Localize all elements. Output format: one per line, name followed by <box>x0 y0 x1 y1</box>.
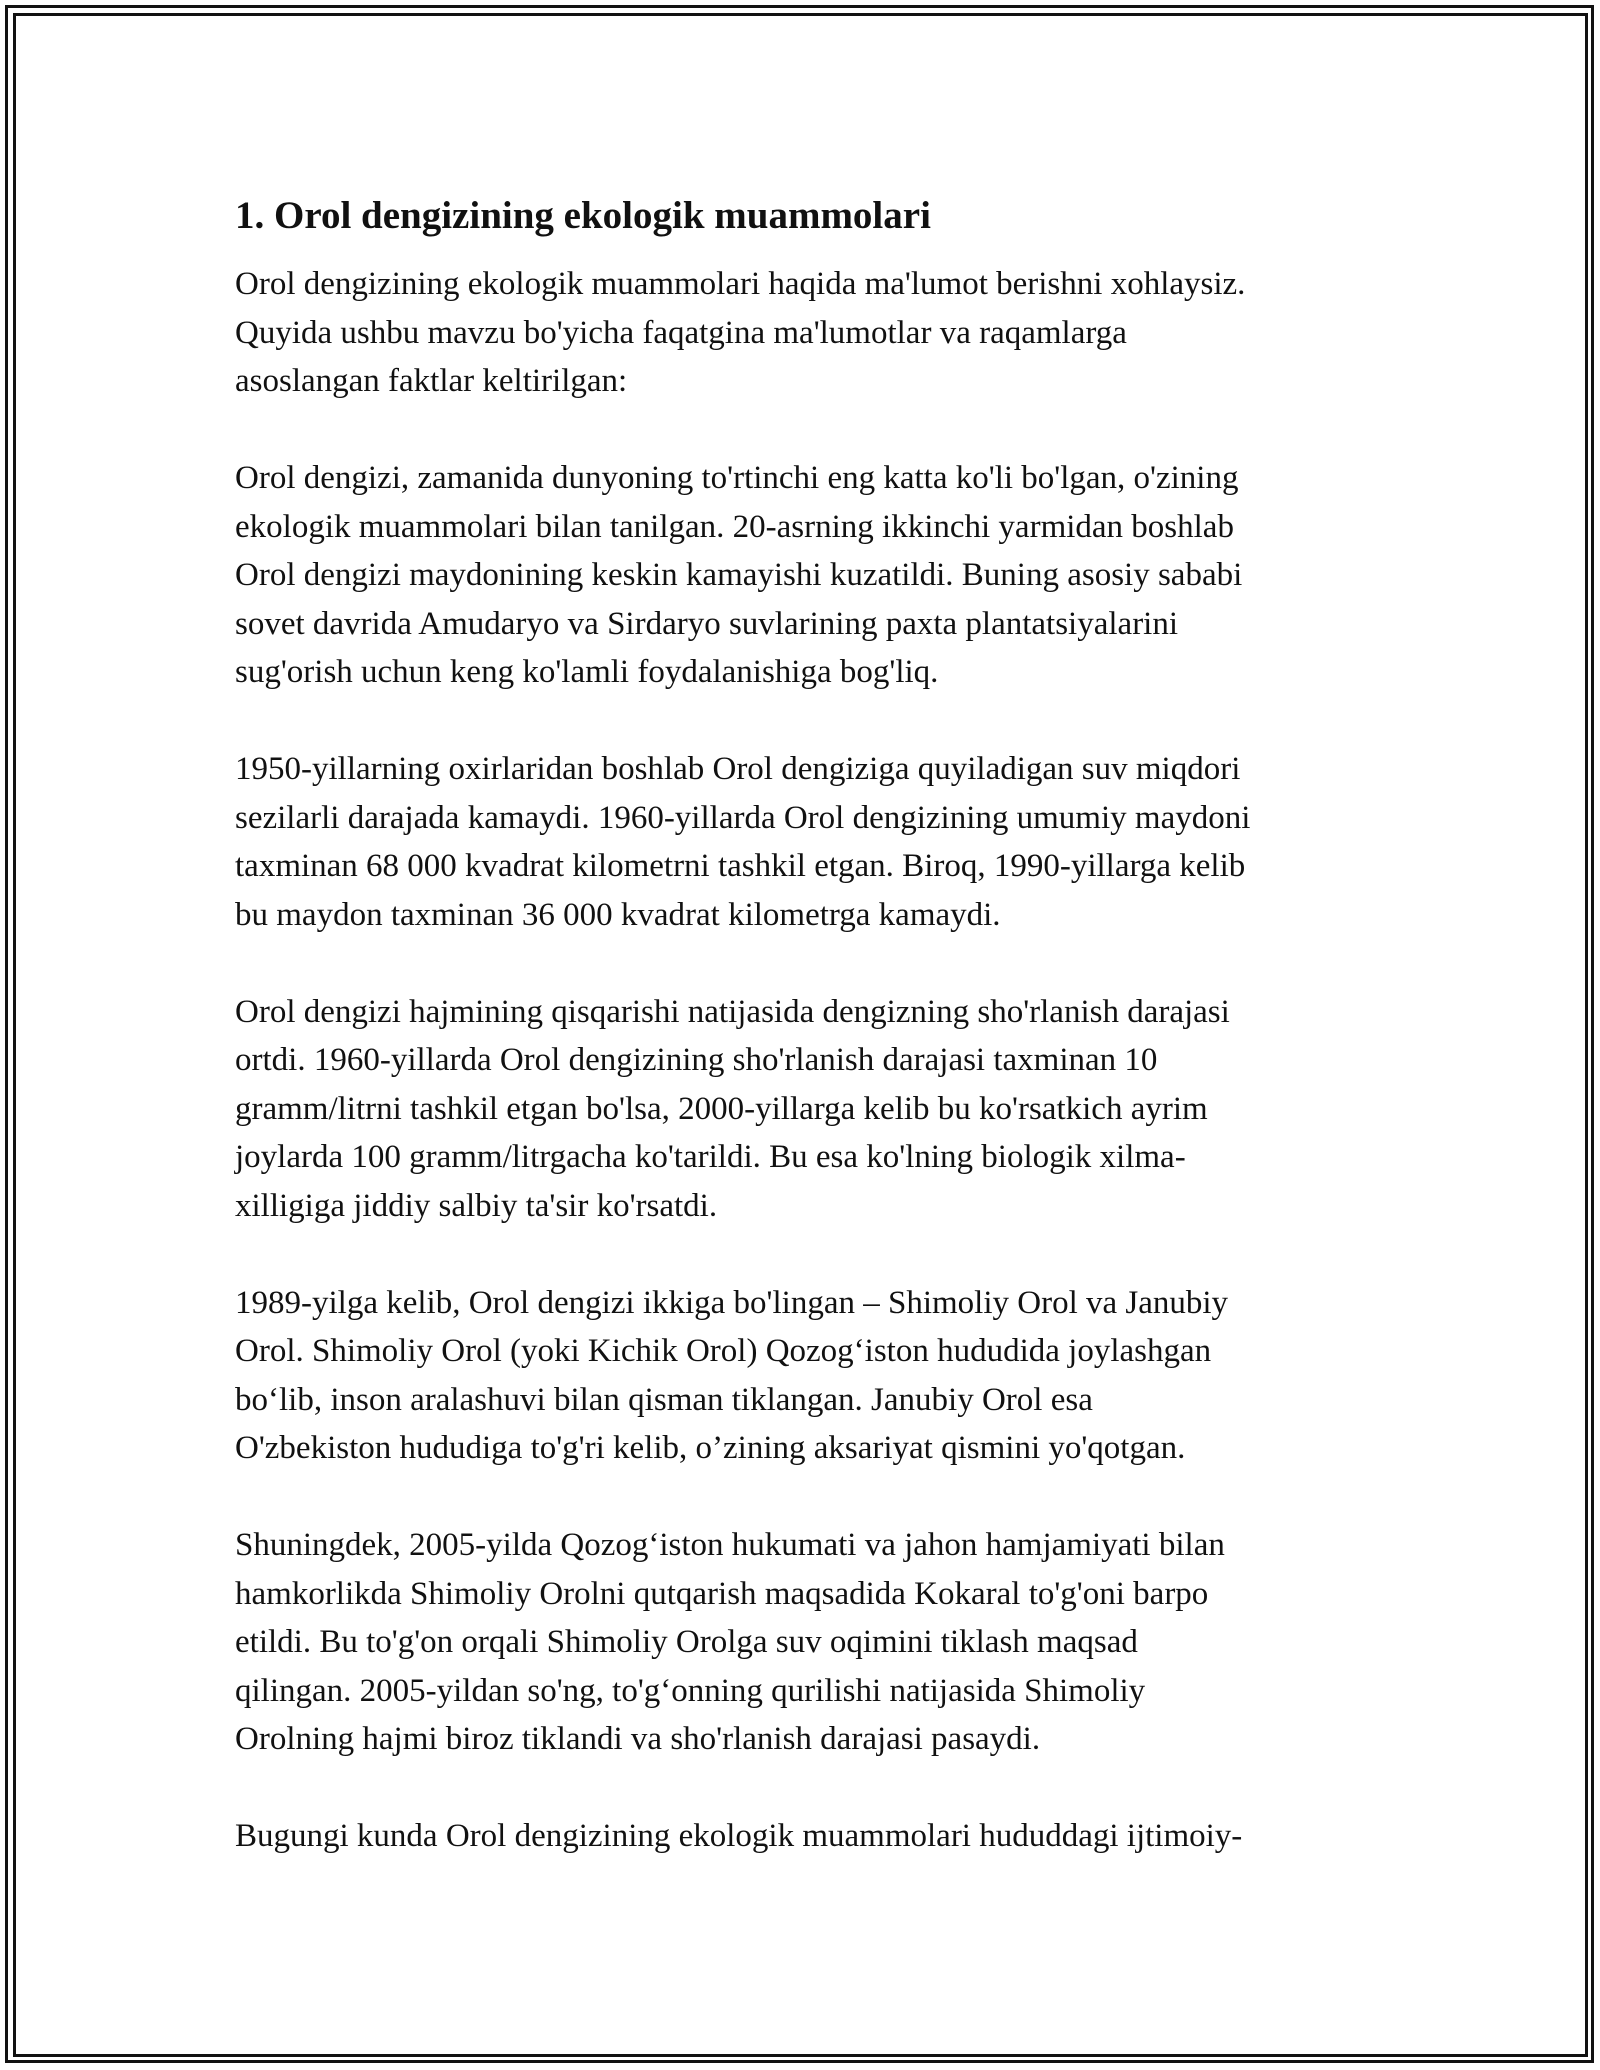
text-line: taxminan 68 000 kvadrat kilometrni tashkil etgan. Biroq, 1990-yillarga kelib <box>235 848 1246 884</box>
paragraph-today <box>235 1812 1375 1861</box>
text-line: Orol dengizi hajmining qisqarishi natijasida dengizning sho'rlanish darajasi <box>235 993 1230 1030</box>
paragraph-intro <box>235 260 1375 406</box>
paragraph-kokaral-dam <box>235 1521 1375 1764</box>
paragraph-area-decline <box>235 745 1375 939</box>
text-line: etildi. Bu to'g'on orqali Shimoliy Orolga suv oqimini tiklash maqsad <box>235 1624 1138 1660</box>
document-body <box>235 188 1375 1909</box>
text-line: sug'orish uchun keng ko'lamli foydalanishiga bog'liq. <box>235 654 939 690</box>
paragraph-split <box>235 1279 1375 1473</box>
text-line: Quyida ushbu mavzu bo'yicha faqatgina ma'lumotlar va raqamlarga <box>235 314 1127 351</box>
text-line: O'zbekiston hududiga to'g'ri kelib, o’zining aksariyat qismini yo'qotgan. <box>235 1430 1186 1466</box>
text-line: qilingan. 2005-yildan so'ng, to'g‘onning qurilishi natijasida Shimoliy <box>235 1672 1146 1709</box>
text-line: ortdi. 1960-yillarda Orol dengizining sho'rlanish darajasi taxminan 10 <box>235 1042 1158 1078</box>
text-line: sezilarli darajada kamaydi. 1960-yillarda Orol dengizining umumiy maydoni <box>235 799 1251 836</box>
text-line: 1989-yilga kelib, Orol dengizi ikkiga bo'lingan – Shimoliy Orol va Janubiy <box>235 1284 1229 1321</box>
text-line: hamkorlikda Shimoliy Orolni qutqarish maqsadida Kokaral to'g'oni barpo <box>235 1575 1209 1612</box>
text-line: Orol. Shimoliy Orol (yoki Kichik Orol) Qozog‘iston hududida joylashgan <box>235 1333 1212 1369</box>
text-line: sovet davrida Amudaryo va Sirdaryo suvlarining paxta plantatsiyalarini <box>235 605 1179 642</box>
text-line: bu maydon taxminan 36 000 kvadrat kilometrga kamaydi. <box>235 896 1001 933</box>
text-line: xilligiga jiddiy salbiy ta'sir ko'rsatdi. <box>235 1187 718 1224</box>
text-line: joylarda 100 gramm/litrgacha ko'tarildi. Bu esa ko'lning biologik xilma- <box>235 1139 1186 1175</box>
text-line: 1950-yillarning oxirlaridan boshlab Orol dengiziga quyiladigan suv miqdori <box>235 751 1241 787</box>
text-line: bo‘lib, inson aralashuvi bilan qisman tiklangan. Janubiy Orol esa <box>235 1381 1093 1418</box>
text-line: Bugungi kunda Orol dengizining ekologik muammolari hududdagi ijtimoiy- <box>235 1818 1243 1854</box>
text-line: asoslangan faktlar keltirilgan: <box>235 363 628 399</box>
text-line: Shuningdek, 2005-yilda Qozog‘iston hukumati va jahon hamjamiyati bilan <box>235 1527 1225 1563</box>
text-line: Orolning hajmi biroz tiklandi va sho'rlanish darajasi pasaydi. <box>235 1721 1041 1757</box>
text-line: Orol dengizining ekologik muammolari haqida ma'lumot berishni xohlaysiz. <box>235 266 1246 302</box>
section-heading: 1. Orol dengizining ekologik muammolari <box>235 194 931 237</box>
text-line: Orol dengizi maydonining keskin kamayishi kuzatildi. Buning asosiy sababi <box>235 557 1243 593</box>
text-line: gramm/litrni tashkil etgan bo'lsa, 2000-yillarga kelib bu ko'rsatkich ayrim <box>235 1090 1208 1127</box>
text-line: Orol dengizi, zamanida dunyoning to'rtinchi eng katta ko'li bo'lgan, o'zining <box>235 460 1239 496</box>
paragraph-salinity <box>235 988 1375 1231</box>
text-line: ekologik muammolari bilan tanilgan. 20-asrning ikkinchi yarmidan boshlab <box>235 508 1234 545</box>
paragraph-history <box>235 454 1375 697</box>
